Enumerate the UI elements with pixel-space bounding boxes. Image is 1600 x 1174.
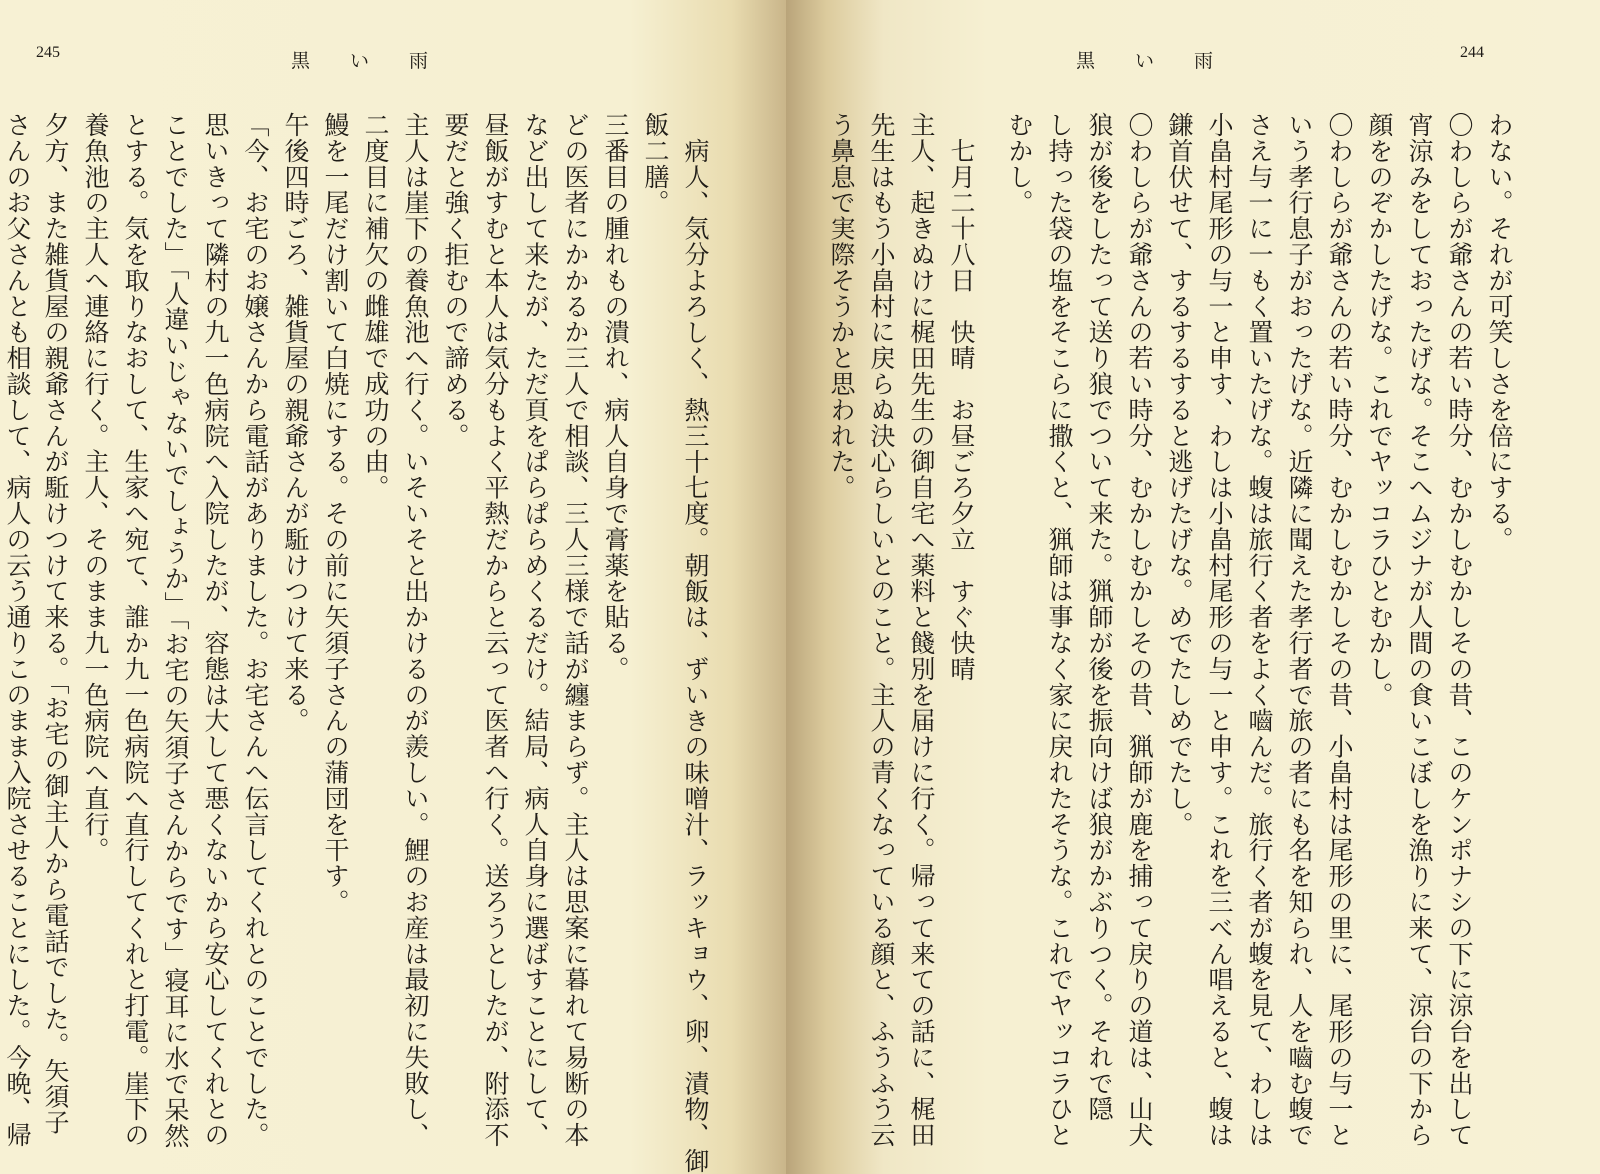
right-running-title: 黒い雨: [1076, 50, 1254, 72]
left-column-7: 要だと強く拒むので諦める。: [441, 112, 470, 449]
left-column-14: ことでした」「人違いじゃないでしょうか」「お宅の矢須子さんからです」寝耳に水で呆然: [161, 112, 190, 1149]
left-column-1: 病人、気分よろしく、熱三十七度。朝飯は、ずいきの味噌汁、ラッキョウ、卵、漬物、御: [681, 138, 710, 1174]
left-column-11: 午後四時ごろ、雑貨屋の親爺さんが駈けつけて来る。: [281, 112, 310, 734]
right-column-10: 〇わしらが爺さんの若い時分、むかしむかしその昔、猟師が鹿を捕って戻りの道は、山犬: [1125, 112, 1154, 1148]
right-column-5: 〇わしらが爺さんの若い時分、むかしむかしその昔、小畠村は尾形の里に、尾形の与一と: [1325, 112, 1354, 1148]
right-column-3: 宵涼みをしておったげな。そこへムジナが人間の食いこぼしを漁りに来て、涼台の下から: [1405, 112, 1434, 1148]
diary-date-heading: 七月二十八日 快晴 お昼ごろ夕立 すぐ快晴: [947, 138, 976, 682]
right-page-number: 244: [1460, 44, 1484, 61]
right-column-9: 鎌首伏せて、するするすると逃げたげな。めでたしめでたし。: [1165, 112, 1194, 838]
left-column-16: 養魚池の主人へ連絡に行く。主人、そのまま九一色病院へ直行。: [81, 112, 110, 864]
left-column-17: 夕方、また雑貨屋の親爺さんが駈けつけて来る。「お宅の御主人から電話でした。矢須子: [41, 112, 70, 1136]
right-column-15: 主人、起きぬけに梶田先生の御自宅へ薬料と餞別を届けに行く。帰って来ての話に、梶田: [907, 112, 936, 1148]
left-column-8: 主人は崖下の養魚池へ行く。いそいそと出かけるのが羨しい。鯉のお産は最初に失敗し、: [401, 112, 430, 1148]
left-column-2: 飯二膳。: [641, 112, 670, 216]
right-page: [786, 0, 1600, 1174]
left-column-18: さんのお父さんとも相談して、病人の云う通りこのまま入院させることにした。今晩、帰: [3, 112, 32, 1148]
right-column-6: いう孝行息子がおったげな。近隣に聞えた孝行者で旅の者にも名を知られ、人を嚙む蝮で: [1285, 112, 1314, 1148]
right-column-8: 小畠村尾形の与一と申す、わしは小畠村尾形の与一と申す。これを三べん唱えると、蝮は: [1205, 112, 1234, 1148]
left-column-12: 「今、お宅のお嬢さんから電話がありました。お宅さんへ伝言してくれとのことでした。: [241, 112, 270, 1148]
right-column-17: う鼻息で実際そうかと思われた。: [827, 112, 856, 501]
left-column-4: どの医者にかかるか三人で相談、三人三様で話が纏まらず。主人は思案に暮れて易断の本: [561, 112, 590, 1148]
left-column-6: 昼飯がすむと本人は気分もよく平熱だからと云って医者へ行く。送ろうとしたが、附添不: [481, 112, 510, 1148]
right-column-2: 〇わしらが爺さんの若い時分、むかしむかしその昔、このケンポナシの下に涼台を出して: [1445, 112, 1474, 1148]
left-column-13: 思いきって隣村の九一色病院へ入院したが、容態は大して悪くないから安心してくれとの: [201, 112, 230, 1148]
right-column-13: むかし。: [1005, 112, 1034, 216]
left-column-10: 鰻を一尾だけ割いて白焼にする。その前に矢須子さんの蒲団を干す。: [321, 112, 350, 915]
right-column-4: 顔をのぞかしたげな。これでヤッコラひとむかし。: [1365, 112, 1394, 708]
left-column-9: 二度目に補欠の雌雄で成功の由。: [361, 112, 390, 501]
right-column-16: 先生はもう小畠村に戻らぬ決心らしいとのこと。主人の青くなっている顔と、ふうふう云: [867, 112, 896, 1148]
left-running-title: 黒い雨: [291, 50, 469, 72]
left-column-3: 三番目の腫れもの潰れ、病人自身で膏薬を貼る。: [601, 112, 630, 682]
right-column-1: わない。それが可笑しさを倍にする。: [1485, 112, 1514, 553]
left-page: [0, 0, 786, 1174]
left-column-15: とする。気を取りなおして、生家へ宛て、誰か九一色病院へ直行してくれと打電。崖下の: [121, 112, 150, 1148]
right-column-11: 狼が後をしたって送り狼でついて来た。猟師が後を振向けば狼がかぶりつく。それで隠: [1085, 112, 1114, 1123]
right-column-12: し持った袋の塩をそこらに撒くと、猟師は事なく家に戻れたそうな。これでヤッコラひと: [1045, 112, 1074, 1148]
left-column-5: など出して来たが、ただ頁をぱらぱらめくるだけ。結局、病人自身に選ばすことにして、: [521, 112, 550, 1148]
right-column-7: さえ与一に一もく置いたげな。蝮は旅行く者をよく嚙んだ。旅行く者が蝮を見て、わしは: [1245, 112, 1274, 1148]
left-page-number: 245: [36, 44, 60, 61]
